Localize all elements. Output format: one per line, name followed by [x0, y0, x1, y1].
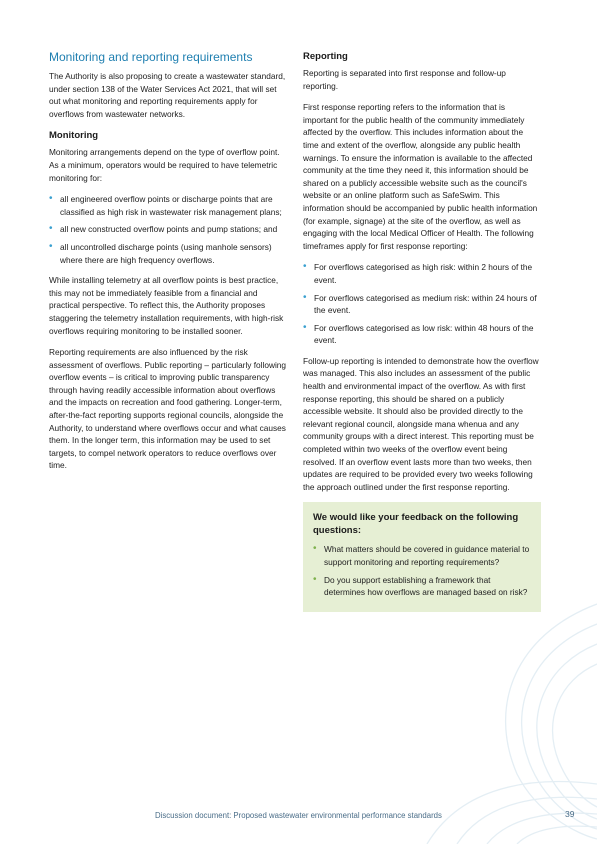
list-item: • all engineered overflow points or discharge points that are classified as high risk in wastewater risk management plans; — [49, 193, 282, 217]
list-item: • What matters should be covered in guidance material to support monitoring and reporting requirements? — [313, 543, 530, 567]
bullet-icon: • — [313, 543, 317, 555]
monitoring-heading: Monitoring — [49, 130, 99, 142]
timeframes-list — [303, 261, 541, 347]
bullet-icon: • — [49, 223, 53, 235]
follow-up-paragraph: Follow-up reporting is intended to demonstrate how the overflow was managed. This also includes an assessment of the public health and environmental impact of the overflow. As with first response reporting, this should be shared on a publicly accessible website. It should also be provided directly to the relevant regional council, alongside mana whenua and any community groups with a direct interest. This reporting must be completed within two weeks of the overflow event being resolved. If an overflow event lasts more than two weeks, then updates are required to be provided every two weeks following the approach outlined under the first response reporting. — [303, 355, 539, 492]
feedback-heading: We would like your feedback on the following questions: — [313, 512, 519, 536]
bullet-icon: • — [49, 193, 53, 205]
left-column — [49, 50, 289, 481]
monitoring-list — [49, 193, 289, 266]
bullet-icon: • — [313, 573, 317, 585]
bullet-icon: • — [303, 321, 307, 333]
feedback-list — [313, 543, 531, 598]
section-title: Monitoring and reporting requirements — [49, 50, 253, 64]
list-item: • Do you support establishing a framework that determines how overflows are managed based on risk? — [313, 573, 528, 598]
page-number: 39 — [565, 809, 575, 819]
bullet-icon: • — [49, 240, 53, 252]
telemetry-paragraph: While installing telemetry at all overflow points is best practice, this may not be immediately feasible from a financial and practical perspective. To reflect this, the Authority proposes staggering the telemetry installation requirements, with high-risk overflows requiring monitoring to be installed sooner. — [49, 275, 284, 336]
list-item: • For overflows categorised as low risk: within 48 hours of the event. — [303, 321, 534, 346]
reporting-requirements-paragraph: Reporting requirements are also influenced by the risk assessment of overflows. Public reporting – particularly following overflow events – is critical to improving public transparency through having readily accessible information about overflows and the impacts on recreation and food gathering. Longer-term, after-the-fact reporting supports regional councils, alongside the Authority, to understand where overflows occur and what causes them. In the longer term, this information may be used to set targets, to compel network operators to reduce overflows over time. — [49, 347, 287, 471]
list-item: • all uncontrolled discharge points (using manhole sensors) where there are high frequency overflows. — [49, 240, 272, 265]
list-item: • For overflows categorised as medium risk: within 24 hours of the event. — [303, 291, 537, 316]
first-response-paragraph: First response reporting refers to the information that is important for the public health of the community immediately affected by the overflow. This includes information about the time and extent of the overflow, alongside any public health warnings. To ensure the information is available to the affected community at the time they need it, this information should be shared on a publicly accessible website such as the council's website or an online platform such as SafeSwim. This information should be accompanied by public health information (for example, signage) at the site of the overflow, as well as engaging with the local Medical Officer of Health. The following timeframes apply for first response reporting: — [303, 102, 538, 251]
reporting-intro: Reporting is separated into first response and follow-up reporting. — [303, 68, 506, 91]
footer-text: Discussion document: Proposed wastewater environmental performance standards — [155, 811, 442, 820]
right-column — [303, 50, 541, 612]
list-item: • For overflows categorised as high risk: within 2 hours of the event. — [303, 261, 533, 285]
reporting-heading: Reporting — [303, 51, 348, 62]
bullet-icon: • — [303, 291, 307, 303]
monitoring-intro: Monitoring arrangements depend on the type of overflow point. As a minimum, operators would be required to have telemetric monitoring for: — [49, 147, 280, 183]
feedback-box — [303, 502, 541, 611]
intro-paragraph: The Authority is also proposing to create a wastewater standard, under section 138 of the Water Services Act 2021, that will set out what monitoring and reporting requirements apply for overflows from wastewater networks. — [49, 71, 286, 119]
list-item: • all new constructed overflow points and pump stations; and — [49, 223, 278, 235]
bullet-icon: • — [303, 261, 307, 273]
